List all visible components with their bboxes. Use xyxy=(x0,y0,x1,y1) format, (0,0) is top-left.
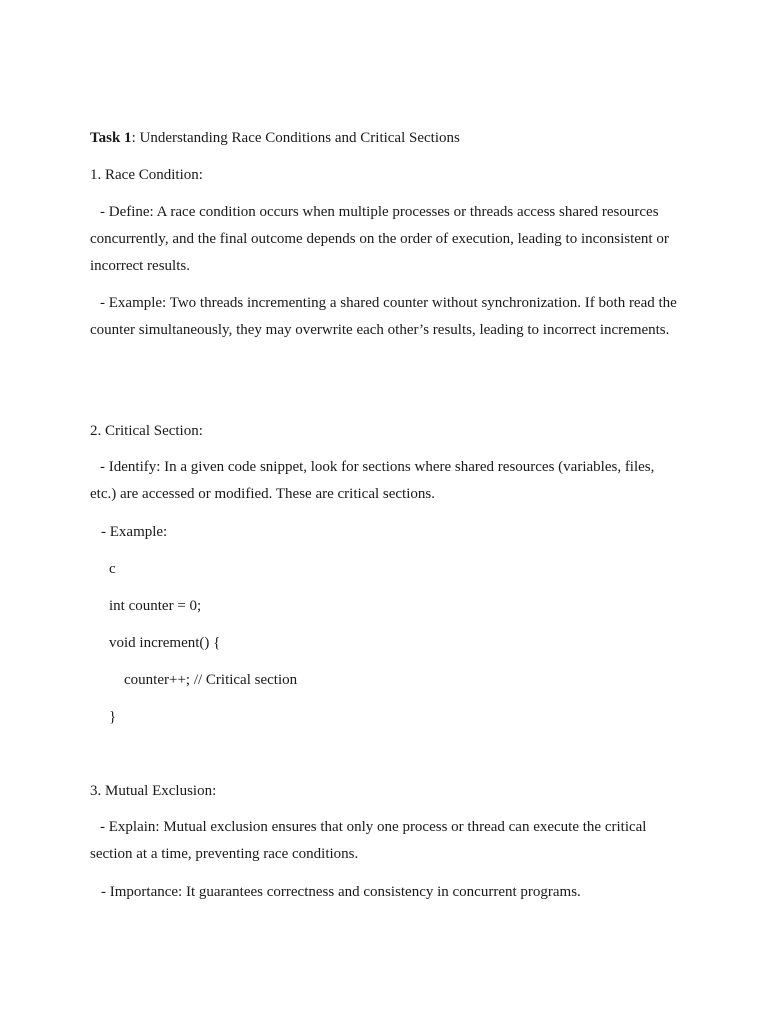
task-label: Task 1 xyxy=(90,130,132,146)
code-line: counter++; // Critical section xyxy=(124,672,298,688)
mutual-exclusion-importance: - Importance: It guarantees correctness and consistency in concurrent programs. xyxy=(101,884,581,900)
code-line: void increment() { xyxy=(109,635,221,651)
critical-section-heading: 2. Critical Section: xyxy=(90,423,203,439)
code-line: int counter = 0; xyxy=(109,598,202,614)
code-line: } xyxy=(109,709,117,725)
race-condition-example: - Example: Two threads incrementing a shared counter without synchronization. If both read the counter simultaneously, they may overwrite each other’s results, leading to incorrect increments. xyxy=(90,295,677,338)
task-title xyxy=(90,129,460,147)
mutual-exclusion-explain: - Explain: Mutual exclusion ensures that only one process or thread can execute the critical section at a time, preventing race conditions. xyxy=(90,819,647,862)
mutual-exclusion-heading: 3. Mutual Exclusion: xyxy=(90,783,217,799)
race-condition-define: - Define: A race condition occurs when multiple processes or threads access shared resources concurrently, and the final outcome depends on the order of execution, leading to inconsistent or incorrect results. xyxy=(90,204,669,274)
critical-section-identify: - Identify: In a given code snippet, look for sections where shared resources (variables, files, etc.) are accessed or modified. These are critical sections. xyxy=(90,459,655,502)
critical-section-example-label: - Example: xyxy=(101,524,168,540)
task-title-text: : Understanding Race Conditions and Critical Sections xyxy=(131,130,460,146)
race-condition-heading: 1. Race Condition: xyxy=(90,167,203,183)
code-line: c xyxy=(109,561,116,577)
